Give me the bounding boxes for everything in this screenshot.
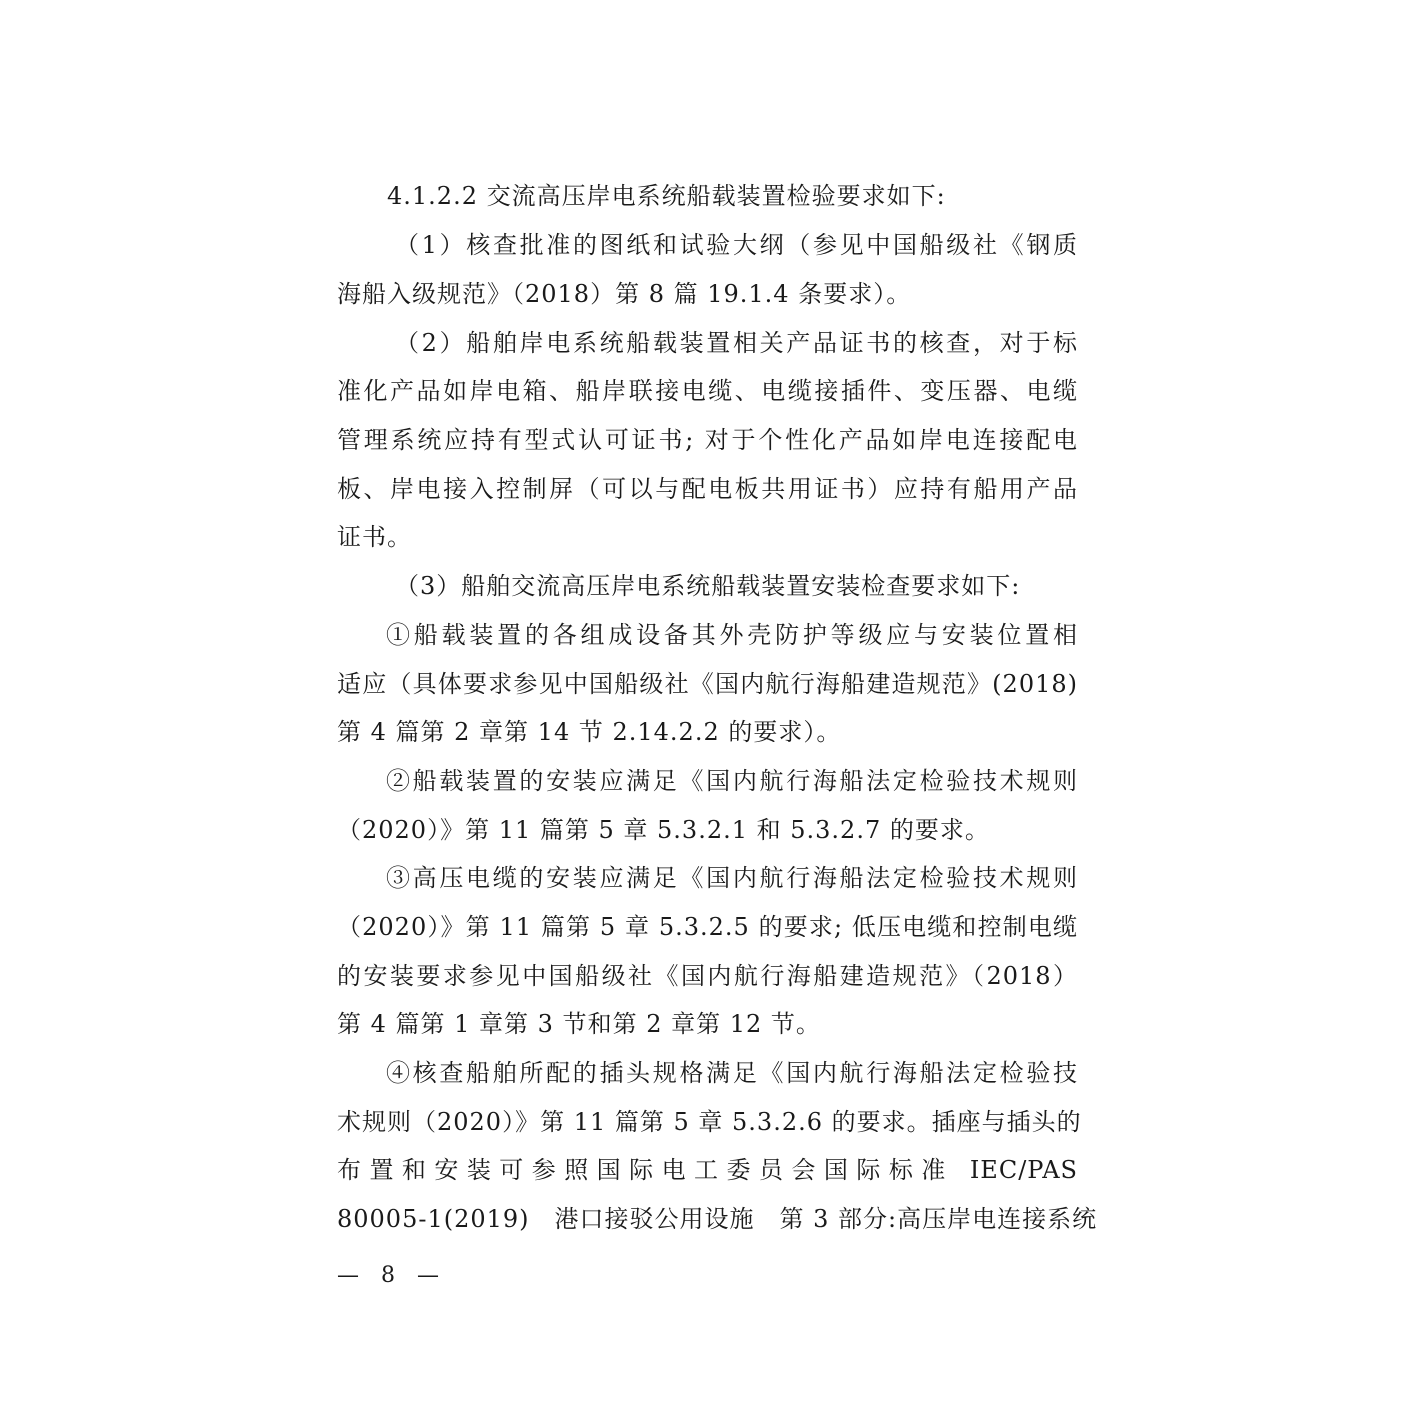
- paragraph-line: 海船入级规范》（2018）第 8 篇 19.1.4 条要求）。: [337, 280, 912, 308]
- section-heading: 4.1.2.2 交流高压岸电系统船载装置检验要求如下:: [387, 182, 946, 210]
- paragraph-line: 管理系统应持有型式认可证书; 对于个性化产品如岸电连接配电: [337, 426, 1078, 454]
- paragraph-line: ②船载装置的安装应满足《国内航行海船法定检验技术规则: [386, 767, 1078, 795]
- paragraph-line: （2020）》第 11 篇第 5 章 5.3.2.5 的要求; 低压电缆和控制电缆: [337, 913, 1078, 941]
- paragraph-line: 第 4 篇第 2 章第 14 节 2.14.2.2 的要求）。: [337, 718, 842, 746]
- paragraph-line: 准化产品如岸电箱、船岸联接电缆、电缆接插件、变压器、电缆: [337, 377, 1078, 405]
- paragraph-line: （3）船舶交流高压岸电系统船载装置安装检查要求如下:: [395, 572, 1021, 600]
- paragraph-line: ④核查船舶所配的插头规格满足《国内航行海船法定检验技: [386, 1059, 1078, 1087]
- paragraph-line: 80005-1(2019) 港口接驳公用设施 第 3 部分:高压岸电连接系统: [337, 1205, 1098, 1233]
- paragraph-line: 的安装要求参见中国船级社《国内航行海船建造规范》（2018）: [337, 962, 1078, 990]
- paragraph-line: 板、岸电接入控制屏（可以与配电板共用证书）应持有船用产品: [337, 475, 1078, 503]
- paragraph-line: 适应（具体要求参见中国船级社《国内航行海船建造规范》(2018): [337, 670, 1078, 698]
- paragraph-line: 证书。: [337, 523, 412, 551]
- paragraph-line: （2）船舶岸电系统船载装置相关产品证书的核查，对于标: [395, 329, 1078, 357]
- paragraph-line: ③高压电缆的安装应满足《国内航行海船法定检验技术规则: [386, 864, 1078, 892]
- paragraph-line: （2020）》第 11 篇第 5 章 5.3.2.1 和 5.3.2.7 的要求。: [337, 816, 990, 844]
- paragraph-line: 第 4 篇第 1 章第 3 节和第 2 章第 12 节。: [337, 1010, 821, 1038]
- paragraph-line: 布置和安装可参照国际电工委员会国际标准 IEC/PAS: [337, 1156, 1078, 1184]
- paragraph-line: 术规则（2020）》第 11 篇第 5 章 5.3.2.6 的要求。插座与插头的: [337, 1108, 1082, 1136]
- paragraph-line: （1）核查批准的图纸和试验大纲（参见中国船级社《钢质: [395, 231, 1078, 259]
- page-number: — 8 —: [337, 1263, 439, 1288]
- paragraph-line: ①船载装置的各组成设备其外壳防护等级应与安装位置相: [386, 621, 1078, 649]
